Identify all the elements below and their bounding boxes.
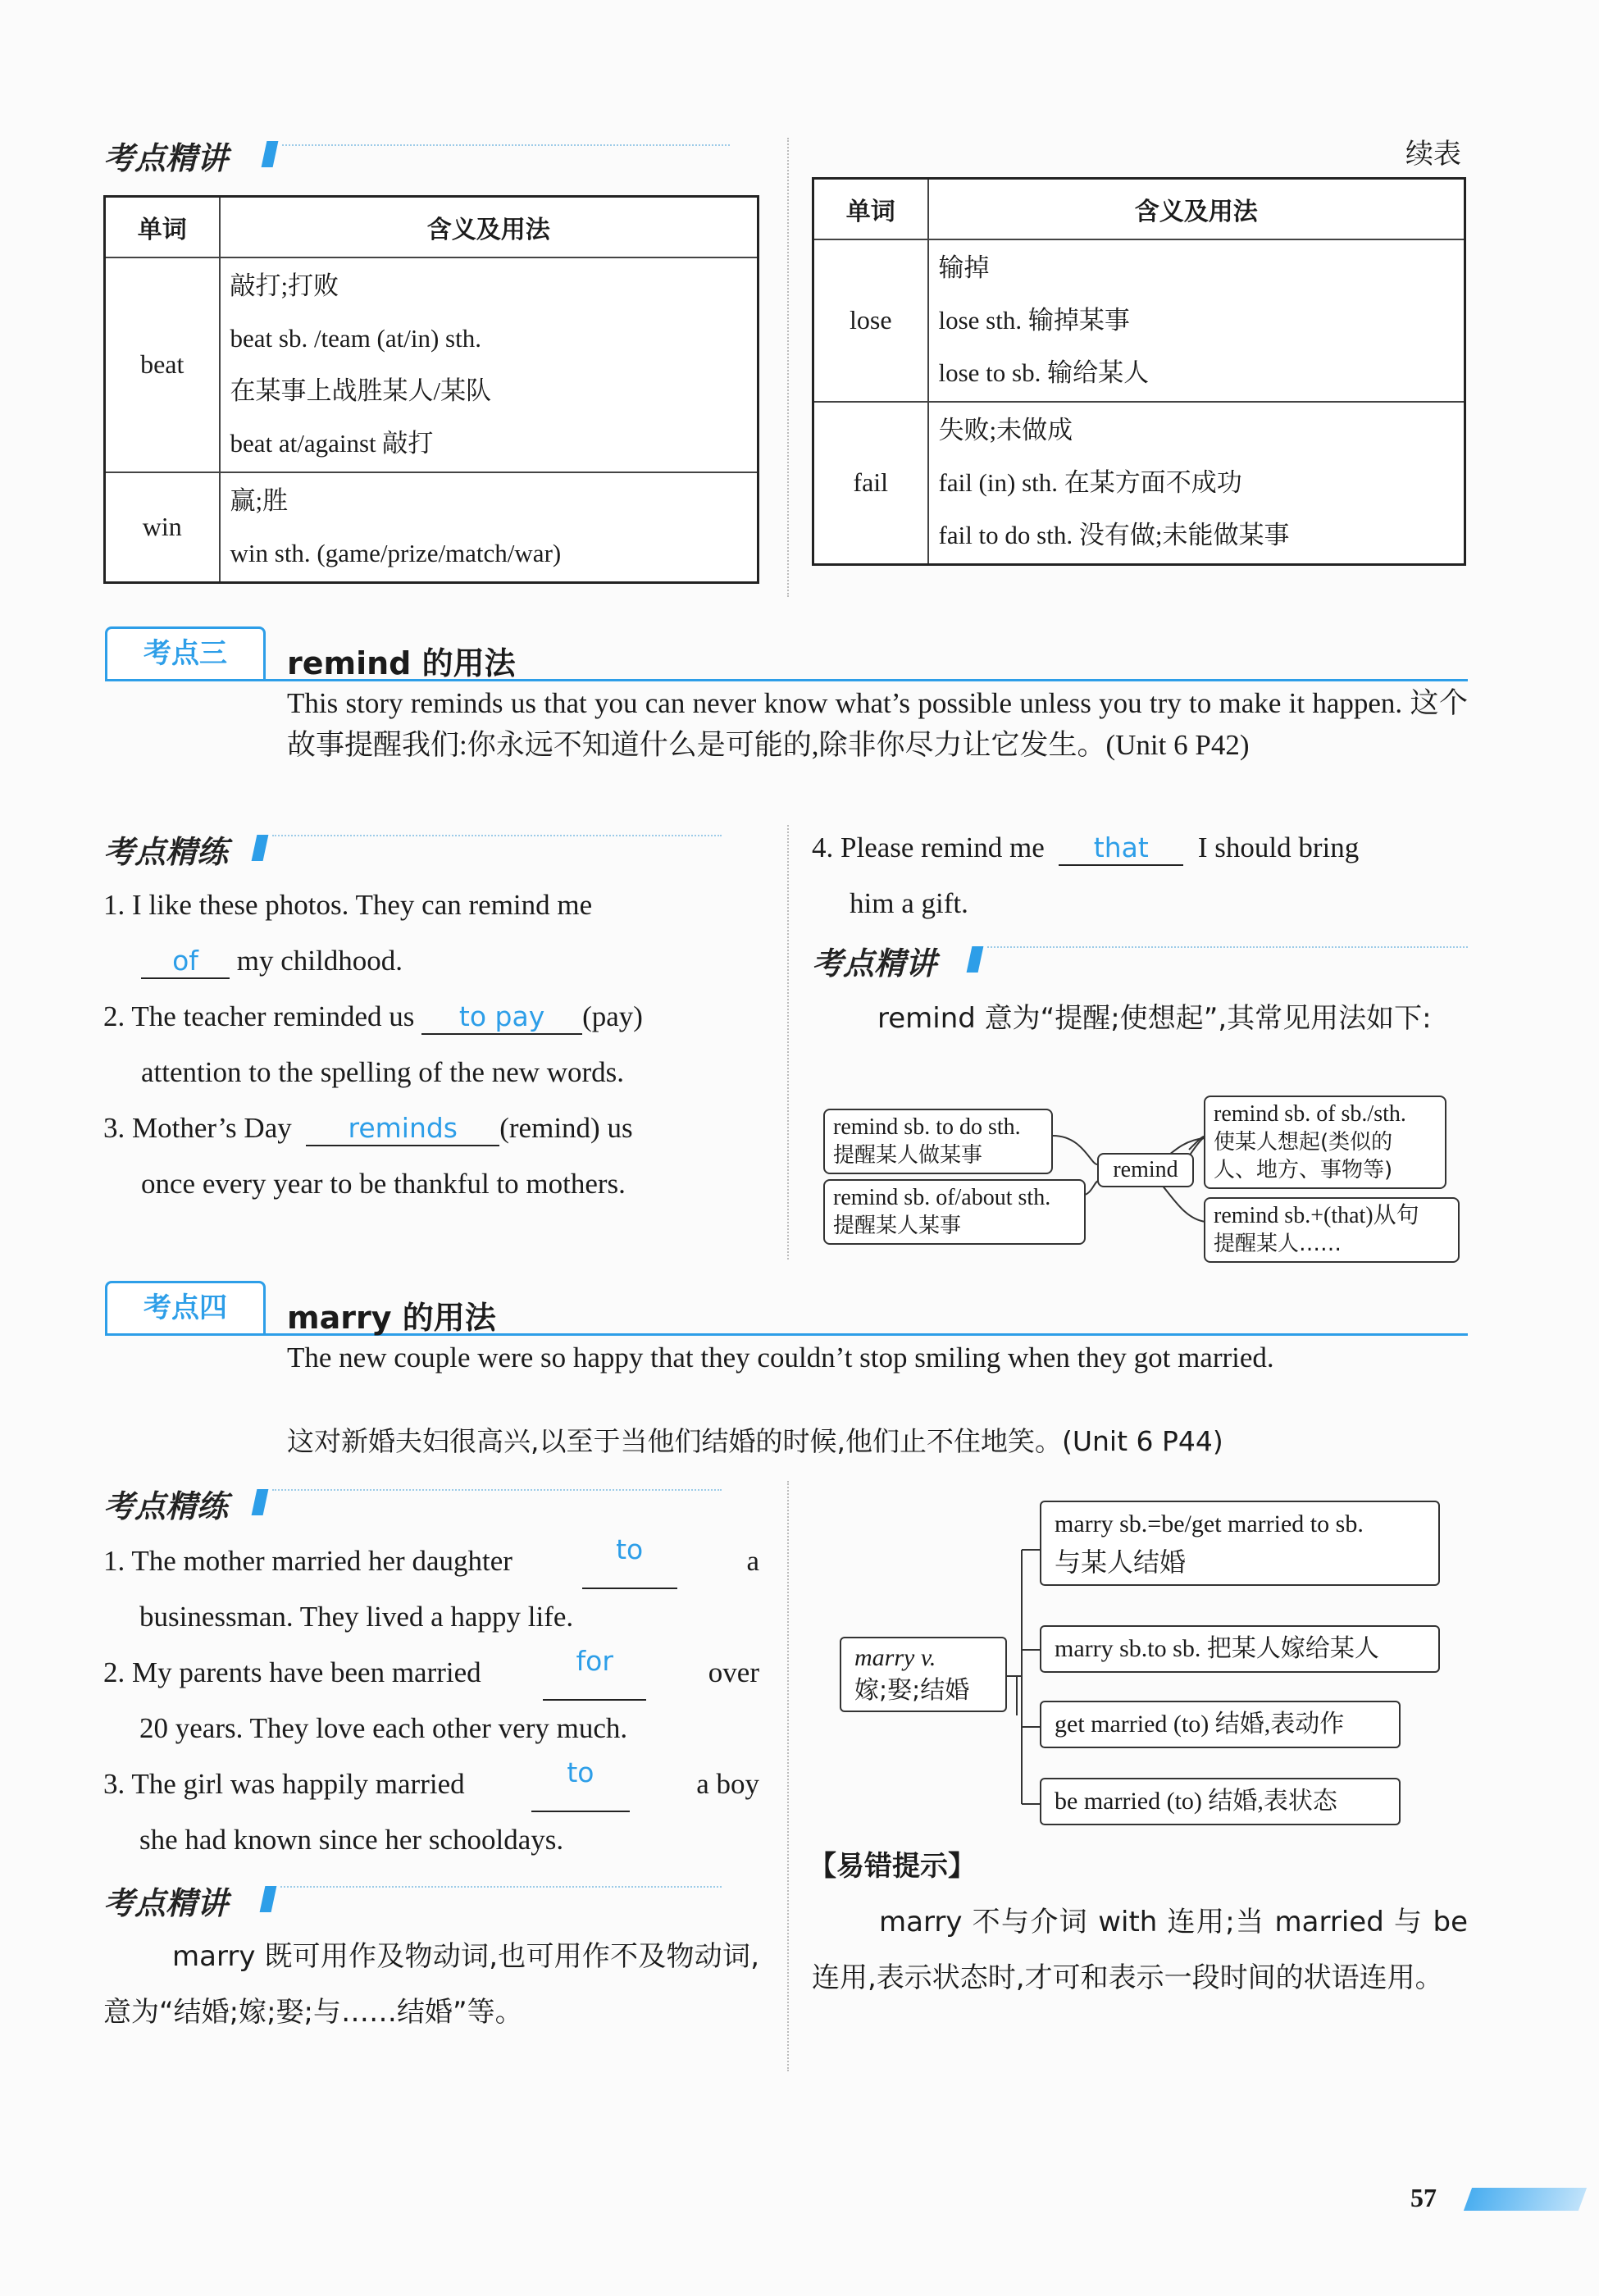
- q1-post: businessman. They lived a happy life.: [139, 1601, 574, 1633]
- table-word-beat: beat: [105, 257, 220, 472]
- kaodian-4-title: marry 的用法: [287, 1300, 496, 1336]
- table-word-win: win: [105, 472, 220, 583]
- q2-hint: (pay): [582, 1000, 643, 1032]
- q3-tail: a boy: [696, 1768, 759, 1800]
- table-header-meaning: 含义及用法: [928, 179, 1465, 239]
- box-line: marry sb.=be/get married to sb.: [1055, 1510, 1364, 1538]
- q2-text: 2. My parents have been married: [103, 1656, 481, 1688]
- box-line: 嫁;娶;结婚: [854, 1676, 970, 1705]
- meaning-line: lose to sb. 输给某人: [938, 358, 1150, 387]
- page-number-stripe: [1464, 2188, 1587, 2211]
- box-line: 提醒某人……: [1214, 1232, 1342, 1256]
- table-header-meaning: 含义及用法: [220, 197, 758, 257]
- answer-blank: to pay: [421, 1000, 582, 1035]
- box-line: 提醒某人做某事: [833, 1143, 983, 1168]
- marry-box-be-married: be married (to) 结婚,表状态: [1040, 1778, 1401, 1825]
- meaning-line: fail (in) sth. 在某方面不成功: [938, 467, 1242, 497]
- answer-blank: to: [531, 1756, 630, 1812]
- explain-header-3: 考点精讲: [812, 945, 937, 982]
- answer-blank: to: [582, 1533, 677, 1589]
- q2-text: 2. The teacher reminded us: [103, 1000, 415, 1032]
- box-line: remind sb. of sb./sth.: [1214, 1101, 1406, 1127]
- kaodian-3-example: This story reminds us that you can never know what’s possible unless you try to make it happen. 这个故事提醒我们:你永远不知道什么是可能的,除非你尽力让它发生。(Unit 6 P42): [287, 687, 1468, 761]
- marry-box-get-married: get married (to) 结婚,表动作: [1040, 1701, 1401, 1748]
- meaning-line: fail to do sth. 没有做;未能做某事: [938, 520, 1290, 549]
- meaning-line: beat at/against 敲打: [230, 428, 434, 458]
- meaning-line: 在某事上战胜某人/某队: [230, 376, 492, 405]
- marry-box-be-get-married: [1040, 1501, 1440, 1586]
- error-tip-text: marry 不与介词 with 连用;当 married 与 be 连用,表示状态时,才可和表示一段时间的状语连用。: [812, 1906, 1468, 1994]
- meaning-line: 敲打;打败: [230, 271, 339, 300]
- kd3-explain: remind 意为“提醒;使想起”,其常见用法如下:: [877, 1002, 1432, 1035]
- error-tip-header: 【易错提示】: [809, 1850, 976, 1883]
- meaning-line: beat sb. /team (at/in) sth.: [230, 323, 481, 353]
- q1-text: 1. I like these photos. They can remind me: [103, 889, 593, 921]
- explain-header-4: 考点精讲: [103, 1885, 229, 1921]
- marry-box-marry-to: marry sb.to sb. 把某人嫁给某人: [1040, 1625, 1440, 1673]
- meaning-line: 失败;未做成: [938, 415, 1073, 444]
- table-header-word: 单词: [105, 197, 220, 257]
- kaodian-4-badge: 考点四: [105, 1281, 266, 1335]
- answer-blank: that: [1059, 831, 1183, 866]
- section-header-jingjiang-top: 考点精讲: [103, 140, 229, 176]
- meaning-line: 赢;胜: [230, 485, 289, 515]
- answer-blank: of: [141, 945, 230, 979]
- kaodian-3-title: remind 的用法: [287, 645, 516, 681]
- marry-root-box: [840, 1637, 1007, 1712]
- table-word-fail: fail: [813, 402, 928, 565]
- box-line: remind sb.+(that)从句: [1214, 1203, 1419, 1228]
- kaodian-4-example-en: The new couple were so happy that they couldn’t stop smiling when they got married.: [287, 1342, 1274, 1374]
- meaning-line: 输掉: [938, 253, 990, 282]
- table-word-lose: lose: [813, 239, 928, 402]
- page-number: 57: [1410, 2183, 1437, 2212]
- q4-mid: I should bring: [1197, 831, 1360, 863]
- q3-text: 3. Mother’s Day: [103, 1112, 292, 1144]
- q3-text: 3. The girl was happily married: [103, 1768, 465, 1800]
- q1-post: my childhood.: [236, 945, 403, 977]
- q1-text: 1. The mother married her daughter: [103, 1545, 512, 1577]
- kaodian-4-example-zh: 这对新婚夫妇很高兴,以至于当他们结婚的时候,他们止不住地笑。(Unit 6 P44): [287, 1425, 1223, 1457]
- q3-post: she had known since her schooldays.: [139, 1824, 564, 1856]
- meaning-line: lose sth. 输掉某事: [938, 305, 1130, 335]
- q1-tail: a: [746, 1545, 759, 1577]
- q2-post: 20 years. They love each other very much.: [139, 1712, 628, 1744]
- q3-hint: (remind) us: [499, 1112, 633, 1144]
- practice-header-4: 考点精练: [103, 1488, 229, 1524]
- continued-label: 续表: [1405, 138, 1461, 171]
- box-line: marry v.: [854, 1644, 936, 1671]
- answer-blank: for: [543, 1645, 646, 1701]
- box-line: 与某人结婚: [1055, 1547, 1187, 1578]
- q4-post: him a gift.: [850, 887, 968, 919]
- box-line: remind sb. to do sth.: [833, 1114, 1021, 1140]
- table-header-word: 单词: [813, 179, 928, 239]
- q4-text: 4. Please remind me: [812, 831, 1045, 863]
- box-line: 人、地方、事物等): [1214, 1158, 1393, 1182]
- practice-header-3: 考点精练: [103, 834, 229, 870]
- q2-post: attention to the spelling of the new words.: [141, 1056, 625, 1088]
- box-line: remind sb. of/about sth.: [833, 1185, 1051, 1210]
- q3-post: once every year to be thankful to mothers.: [141, 1168, 626, 1200]
- meaning-line: win sth. (game/prize/match/war): [230, 538, 562, 567]
- remind-center-box: remind: [1097, 1153, 1194, 1187]
- kd4-explain: marry 既可用作及物动词,也可用作不及物动词,意为“结婚;嫁;娶;与……结婚”等。: [103, 1940, 759, 2029]
- box-line: 提醒某人某事: [833, 1214, 962, 1238]
- answer-blank: reminds: [306, 1112, 499, 1146]
- q2-tail: over: [708, 1656, 759, 1688]
- kaodian-3-badge: 考点三: [105, 626, 266, 681]
- box-line: 使某人想起(类似的: [1214, 1130, 1393, 1155]
